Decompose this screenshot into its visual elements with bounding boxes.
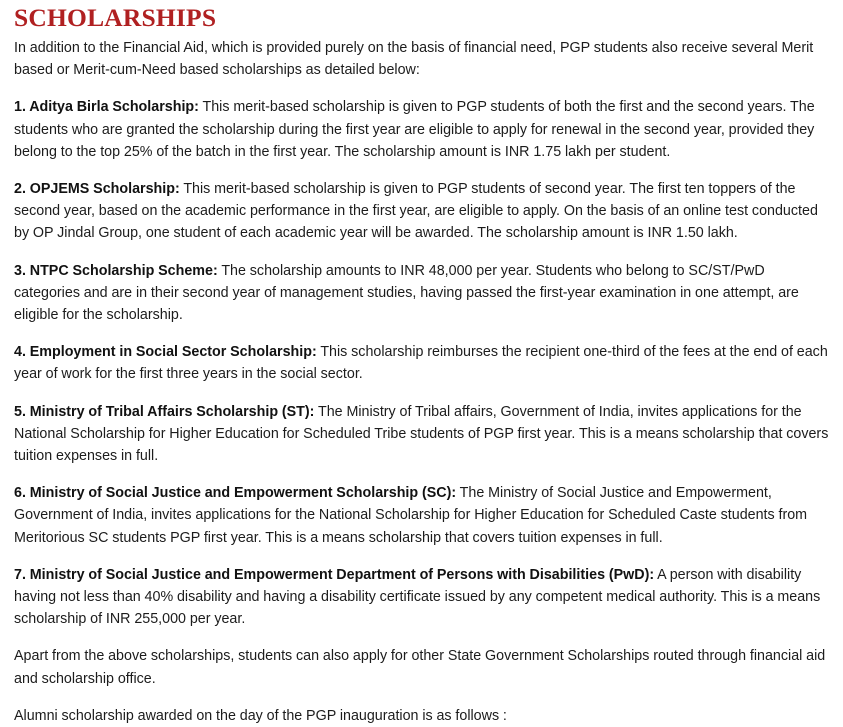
scholarship-lead: 5. Ministry of Tribal Affairs Scholarship (ST): xyxy=(14,403,315,420)
scholarship-lead: 2. OPJEMS Scholarship: xyxy=(14,181,180,198)
intro-paragraph: In addition to the Financial Aid, which is provided purely on the basis of financial need, PGP students also receive several Merit based or Merit-cum-Need based scholarships as detailed below: xyxy=(14,40,814,79)
scholarship-item xyxy=(14,401,830,468)
scholarship-body: The scholarship amounts to INR 48,000 per year. Students who belong to SC/ST/PwD categories and are in their second year of management studies, having passed the first-year examination in one attempt, are eligible for the scholarship. xyxy=(14,262,799,324)
scholarship-lead: 7. Ministry of Social Justice and Empowerment Department of Persons with Disabilities (PwD): xyxy=(14,566,655,583)
scholarship-item xyxy=(14,341,830,385)
scholarship-item xyxy=(14,564,830,631)
scholarship-lead: 6. Ministry of Social Justice and Empowerment Scholarship (SC): xyxy=(14,485,457,502)
scholarship-item xyxy=(14,260,830,327)
scholarship-body: A person with disability having not less than 40% disability and having a disability certificate issued by any competent medical authority. This is a means scholarship of INR 255,000 per year. xyxy=(14,566,821,628)
scholarship-body: The Ministry of Tribal affairs, Government of India, invites applications for the National Scholarship for Higher Education for Scheduled Tribe students of PGP first year. This is a means scholarship that covers tuition expenses in full. xyxy=(14,403,829,465)
scholarship-item xyxy=(14,178,830,245)
alumni-note-paragraph: Alumni scholarship awarded on the day of the PGP inauguration is as follows : xyxy=(14,707,507,724)
scholarship-body: This scholarship reimburses the recipient one-third of the fees at the end of each year of work for the first three years in the social sector. xyxy=(14,344,828,383)
page-title: SCHOLARSHIPS xyxy=(14,3,217,32)
scholarships-page xyxy=(0,3,843,727)
scholarship-body: This merit-based scholarship is given to PGP students of second year. The first ten toppers of the second year, based on the academic performance in the first year, are eligible to apply. On the basis of an online test conducted by OP Jindal Group, one student of each academic year will be awarded. The scholarship amount is INR 1.50 lakh. xyxy=(14,181,818,242)
scholarship-body: The Ministry of Social Justice and Empowerment, Government of India, invites applications for the National Scholarship for Higher Education for Scheduled Caste students from Meritorious SC students PGP first year. This is a means scholarship that covers tuition expenses in full. xyxy=(14,485,808,546)
scholarship-item xyxy=(14,96,830,163)
closing-note-paragraph: Apart from the above scholarships, students can also apply for other State Government Scholarships routed through financial aid and scholarship office. xyxy=(14,648,826,687)
scholarship-lead: 1. Aditya Birla Scholarship: xyxy=(14,99,199,116)
scholarship-lead: 3. NTPC Scholarship Scheme: xyxy=(14,262,218,279)
scholarship-body: This merit-based scholarship is given to PGP students of both the first and the second years. The students who are granted the scholarship during the first year are eligible to apply for renewal in the second year, provided they belong to the top 25% of the batch in the first year. The scholarship amount is INR 1.75 lakh per student. xyxy=(14,99,815,160)
scholarship-item xyxy=(14,482,830,549)
scholarship-lead: 4. Employment in Social Sector Scholarship: xyxy=(14,344,317,361)
